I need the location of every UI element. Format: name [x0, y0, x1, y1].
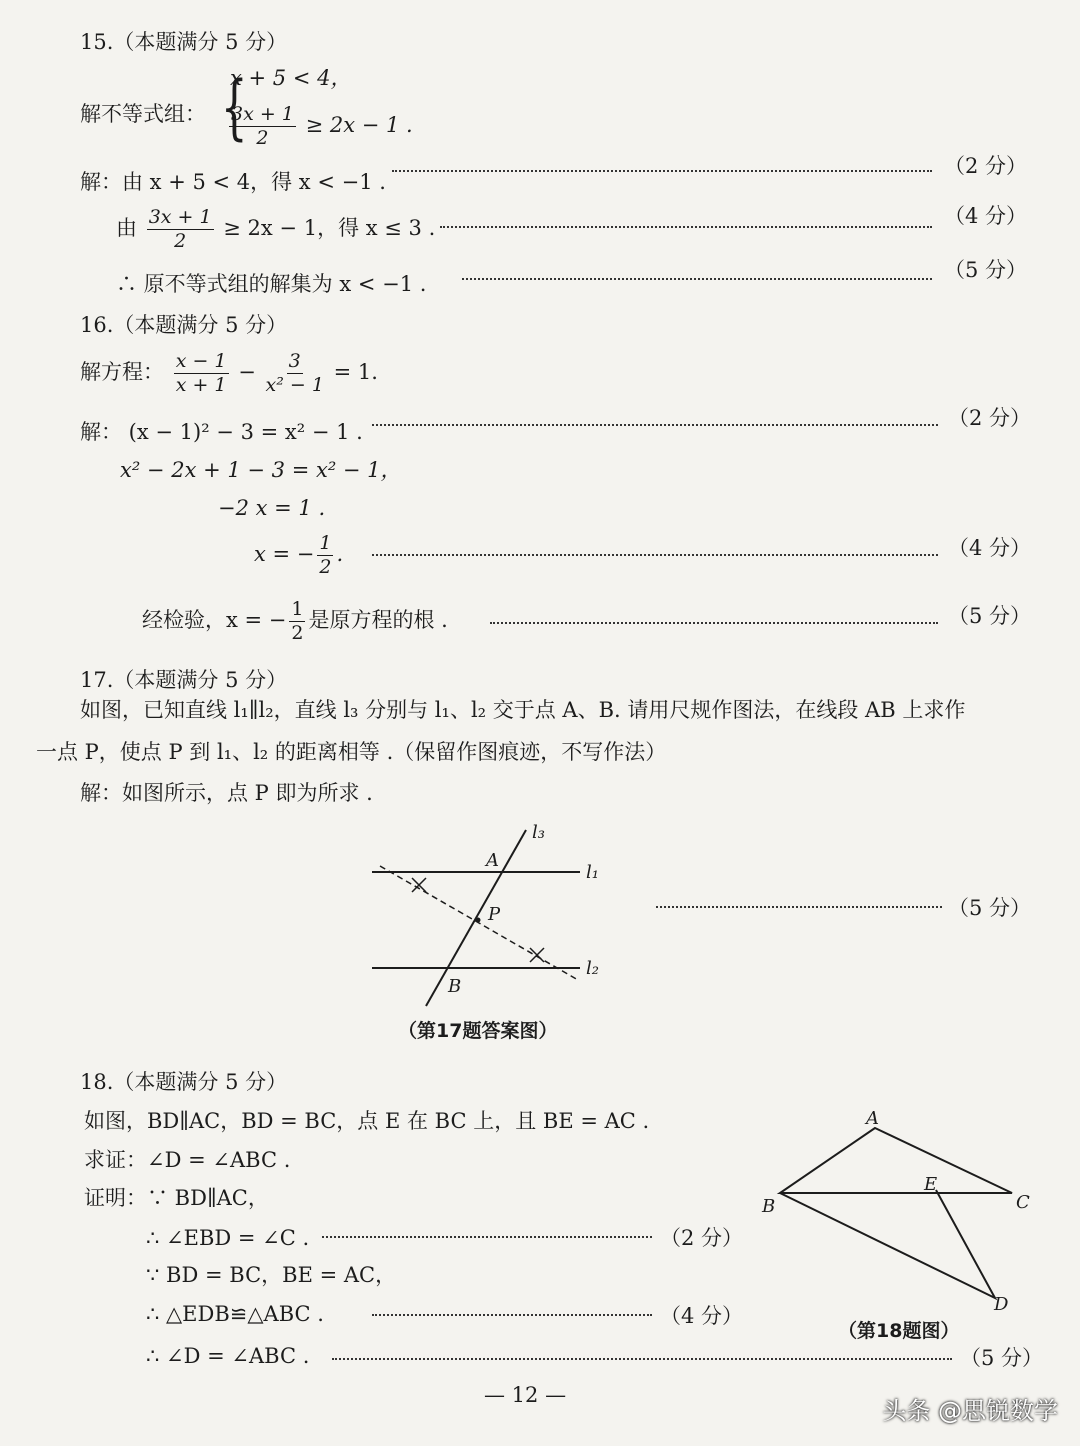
bisector-line	[380, 866, 578, 980]
q15-step1: 解：由 x + 5 < 4，得 x < −1 .	[80, 170, 386, 194]
dotted-leader	[440, 226, 932, 228]
q17-header: 17.（本题满分 5 分）	[80, 668, 288, 692]
brace: {	[220, 66, 248, 148]
den: x² − 1	[265, 374, 324, 396]
score: （4 分）	[944, 204, 1028, 228]
q16-s3: −2 x = 1 .	[218, 496, 326, 520]
label-l1: l₁	[586, 862, 599, 883]
q17-answer: 解：如图所示，点 P 即为所求 .	[80, 781, 373, 805]
page-number: — 12 —	[484, 1383, 567, 1407]
dotted-leader	[322, 1236, 652, 1238]
q18-caption: （第18题图）	[838, 1320, 960, 1342]
den: 2	[174, 230, 187, 252]
q18-p4: ∴ △EDB≌△ABC .	[146, 1302, 324, 1326]
q17-caption: （第17题答案图）	[398, 1020, 558, 1042]
dotted-leader	[332, 1358, 952, 1360]
dotted-leader	[462, 278, 932, 280]
minus: −	[238, 360, 256, 384]
q18-p3: ∵ BD = BC，BE = AC，	[146, 1263, 397, 1287]
line-l3	[426, 830, 526, 1006]
label-b: B	[762, 1196, 776, 1217]
score: （5 分）	[948, 604, 1032, 628]
point-p	[476, 918, 481, 923]
q18-figure	[750, 1100, 1050, 1320]
dotted-leader	[392, 170, 932, 172]
score: （2 分）	[944, 154, 1028, 178]
q15-ineq1: x + 5 < 4，	[230, 66, 352, 90]
dotted-leader	[656, 906, 942, 908]
dotted-leader	[372, 424, 938, 426]
pre: 经检验，x = −	[142, 608, 287, 632]
post: .	[336, 542, 344, 566]
q15-ineq2	[226, 105, 413, 148]
label-p: P	[488, 904, 501, 925]
score: （2 分）	[948, 406, 1032, 430]
rest: ≥ 2x − 1，得 x ≤ 3 .	[223, 216, 436, 240]
dotted-leader	[372, 1314, 652, 1316]
q16-s5	[142, 600, 448, 643]
prompt: 解方程：	[80, 360, 164, 384]
den: 2	[256, 127, 269, 149]
q16-s1: 解： (x − 1)² − 3 = x² − 1 .	[80, 420, 363, 444]
num: 3x + 1	[231, 103, 294, 125]
q18-given: 如图，BD∥AC，BD = BC，点 E 在 BC 上，且 BE = AC .	[84, 1109, 650, 1133]
q17-figure	[360, 820, 620, 1010]
num: 3	[288, 350, 301, 372]
triangle-edb	[780, 1190, 995, 1298]
label-a: A	[486, 850, 499, 871]
score: （5 分）	[960, 1346, 1044, 1370]
q18-p5: ∴ ∠D = ∠ABC .	[146, 1344, 310, 1368]
label-l3: l₃	[532, 822, 545, 843]
q15-header: 15.（本题满分 5 分）	[80, 30, 288, 54]
score: （2 分）	[660, 1226, 744, 1250]
num: 1	[291, 598, 304, 620]
rest: = 1.	[333, 360, 378, 384]
label-d: D	[994, 1294, 1009, 1315]
arc-mark	[412, 878, 426, 892]
arc-mark	[530, 948, 544, 962]
pre: 由	[116, 216, 137, 240]
score: （5 分）	[944, 258, 1028, 282]
q16-equation	[80, 352, 378, 395]
score: （4 分）	[948, 536, 1032, 560]
post: 是原方程的根 .	[308, 608, 448, 632]
rest: ≥ 2x − 1 .	[305, 113, 413, 137]
q17-line1: 如图，已知直线 l₁∥l₂，直线 l₃ 分别与 l₁、l₂ 交于点 A、B. 请用尺规作图法，在线段 AB 上求作	[80, 698, 966, 722]
label-a: A	[866, 1108, 879, 1129]
q17-line2: 一点 P，使点 P 到 l₁、l₂ 的距离相等 .（保留作图痕迹，不写作法）	[36, 740, 667, 764]
label-c: C	[1016, 1192, 1030, 1213]
label-l2: l₂	[586, 958, 599, 979]
num: 3x + 1	[148, 206, 212, 228]
watermark: 头条 @思锐数学	[882, 1397, 1058, 1425]
q18-p2: ∴ ∠EBD = ∠C .	[146, 1226, 310, 1250]
q16-s2: x² − 2x + 1 − 3 = x² − 1，	[120, 458, 402, 482]
q18-header: 18.（本题满分 5 分）	[80, 1070, 288, 1094]
q15-step2	[116, 208, 435, 251]
dotted-leader	[490, 622, 938, 624]
den: 2	[319, 556, 332, 578]
score: （5 分）	[948, 896, 1032, 920]
num: x − 1	[175, 350, 227, 372]
triangle-abc	[780, 1128, 1012, 1193]
q15-prompt: 解不等式组：	[80, 102, 206, 126]
q18-p1: 证明：∵ BD∥AC，	[84, 1186, 269, 1210]
q18-prove: 求证：∠D = ∠ABC .	[84, 1148, 291, 1172]
den: x + 1	[175, 374, 227, 396]
label-e: E	[924, 1174, 938, 1195]
num: 1	[319, 532, 332, 554]
dotted-leader	[372, 554, 938, 556]
score: （4 分）	[660, 1304, 744, 1328]
q16-s4	[254, 534, 343, 577]
den: 2	[291, 622, 304, 644]
pre: x = −	[254, 542, 315, 566]
label-b: B	[448, 976, 462, 997]
q15-step3: ∴ 原不等式组的解集为 x < −1 .	[116, 272, 427, 296]
q16-header: 16.（本题满分 5 分）	[80, 313, 288, 337]
